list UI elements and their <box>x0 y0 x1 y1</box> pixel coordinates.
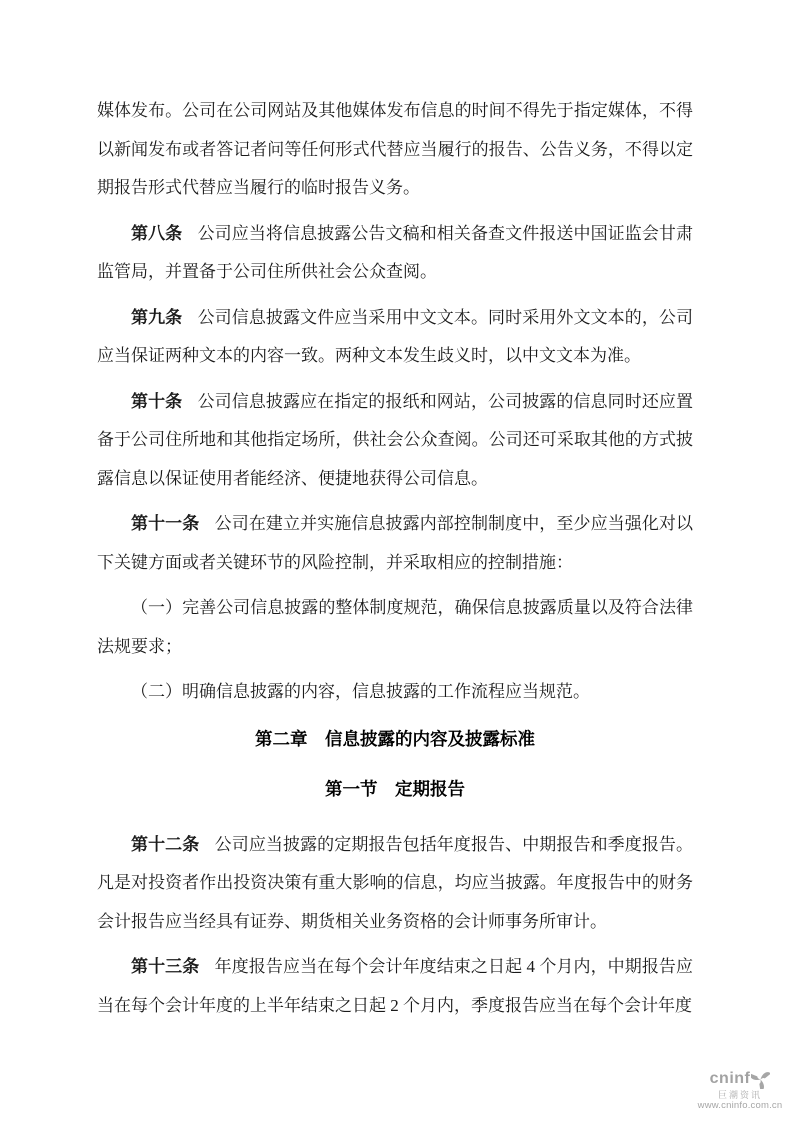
article-number: 第九条 <box>131 307 183 327</box>
article-text: 年度报告应当在每个会计年度结束之日起 4 个月内，中期报告应当在每个会计年度的上半年结束之日起 2 个月内，季度报告应当在每个会计年度 <box>97 957 694 1015</box>
article-text: 公司信息披露应在指定的报纸和网站，公司披露的信息同时还应置备于公司住所地和其他指定场所，供社会公众查阅。公司还可采取其他的方式披露信息以保证使用者能经济、便捷地获得公司信息。 <box>97 391 694 488</box>
article-text: 公司应当将信息披露公告文稿和相关备查文件报送中国证监会甘肃监管局，并置备于公司住所供社会公众查阅。 <box>97 223 694 281</box>
chapter-heading: 第二章 信息披露的内容及披露标准 <box>255 728 535 749</box>
paragraph-continuation: 媒体发布。公司在公司网站及其他媒体发布信息的时间不得先于指定媒体，不得以新闻发布或者答记者问等任何形式代替应当履行的报告、公告义务，不得以定期报告形式代替应当履行的临时报告义务。 <box>97 101 693 197</box>
article-text: 公司应当披露的定期报告包括年度报告、中期报告和季度报告。凡是对投资者作出投资决策有重大影响的信息，均应当披露。年度报告中的财务会计报告应当经具有证券、期货相关业务资格的会计师事务所审计。 <box>97 834 694 931</box>
article-number: 第十二条 <box>131 834 200 854</box>
paragraph-article-9 <box>97 299 693 376</box>
paragraph-article-12 <box>97 826 693 942</box>
paragraph-article-8 <box>97 215 693 292</box>
article-text: 公司在建立并实施信息披露内部控制制度中，至少应当强化对以下关键方面或者关键环节的风险控制，并采取相应的控制措施： <box>97 514 694 572</box>
cninfo-url: www.cninfo.com.cn <box>697 1100 783 1112</box>
paragraph-article-11 <box>97 505 693 582</box>
cninfo-swirl-icon <box>751 1070 770 1089</box>
cninfo-brand-chinese: 巨潮资讯 <box>717 1089 762 1100</box>
cninfo-brand-text: cninf <box>709 1070 751 1088</box>
document-body <box>97 92 693 1025</box>
article-number: 第八条 <box>131 223 183 243</box>
list-item-1: （一）完善公司信息披露的整体制度规范，确保信息披露质量以及符合法律法规要求； <box>97 598 693 656</box>
section-heading: 第一节 定期报告 <box>325 779 465 799</box>
paragraph-article-10 <box>97 383 693 499</box>
list-item-2: （二）明确信息披露的内容，信息披露的工作流程应当规范。 <box>131 682 590 701</box>
paragraph-article-13 <box>97 948 693 1025</box>
article-number: 第十一条 <box>131 514 200 533</box>
article-number: 第十条 <box>131 391 183 411</box>
article-number: 第十三条 <box>131 957 200 976</box>
article-text: 公司信息披露文件应当采用中文文本。同时采用外文文本的，公司应当保证两种文本的内容一致。两种文本发生歧义时，以中文文本为准。 <box>97 307 694 365</box>
footer-logo <box>690 1070 790 1112</box>
